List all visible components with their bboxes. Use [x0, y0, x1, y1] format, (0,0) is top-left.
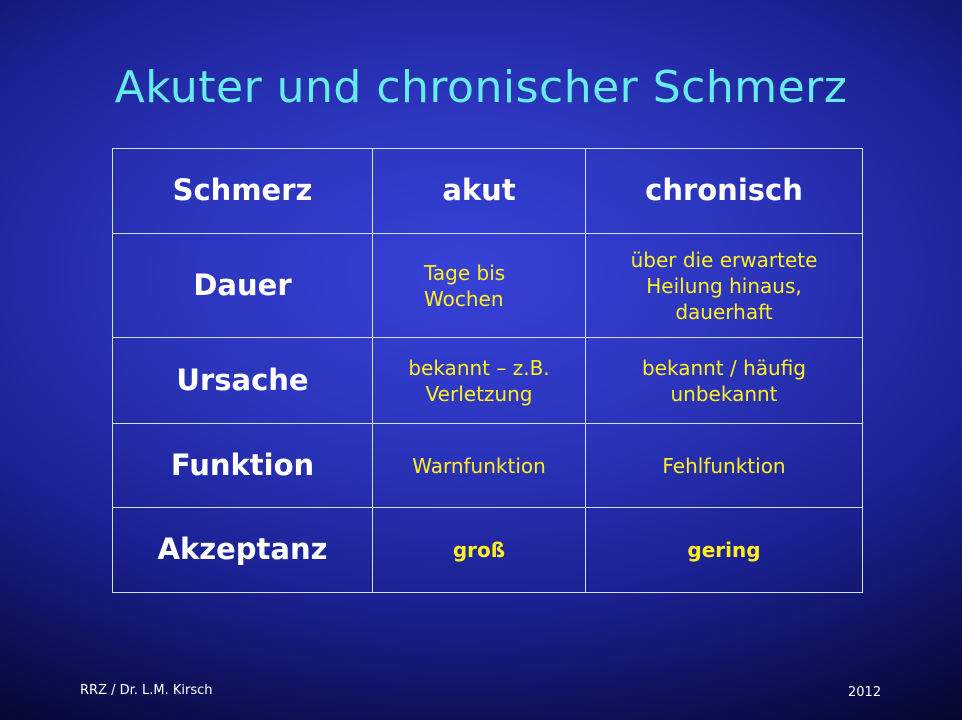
table-row-funktion: [113, 424, 863, 508]
table-row-ursache: [113, 338, 863, 424]
cell-dauer-chronisch-text: über die erwartete Heilung hinaus, dauerhaft: [630, 247, 818, 324]
cell-dauer-akut-text: Tage bis Wochen: [424, 260, 506, 311]
header-schmerz: Schmerz: [113, 149, 373, 234]
cell-ursache-chronisch: [586, 338, 863, 424]
cell-ursache-akut-text: bekannt – z.B. Verletzung: [408, 355, 550, 406]
footer-author: RRZ / Dr. L.M. Kirsch: [80, 683, 213, 698]
row-label-funktion: Funktion: [113, 424, 373, 508]
cell-ursache-chronisch-text: bekannt / häufig unbekannt: [641, 355, 807, 406]
table-header-row: [113, 149, 863, 234]
cell-ursache-akut: [373, 338, 586, 424]
header-akut: akut: [373, 149, 586, 234]
cell-dauer-akut: [373, 234, 586, 338]
cell-akzeptanz-akut: groß: [373, 508, 586, 593]
row-label-ursache: Ursache: [113, 338, 373, 424]
row-label-akzeptanz: Akzeptanz: [113, 508, 373, 593]
cell-funktion-akut: Warnfunktion: [373, 424, 586, 508]
cell-dauer-chronisch: [586, 234, 863, 338]
table-row-akzeptanz: [113, 508, 863, 593]
header-chronisch: chronisch: [586, 149, 863, 234]
footer-year: 2012: [848, 685, 882, 700]
cell-funktion-chronisch: Fehlfunktion: [586, 424, 863, 508]
table-row-dauer: [113, 234, 863, 338]
row-label-dauer: Dauer: [113, 234, 373, 338]
slide-title: Akuter und chronischer Schmerz: [114, 62, 848, 113]
cell-akzeptanz-chronisch: gering: [586, 508, 863, 593]
comparison-table: [112, 148, 863, 593]
